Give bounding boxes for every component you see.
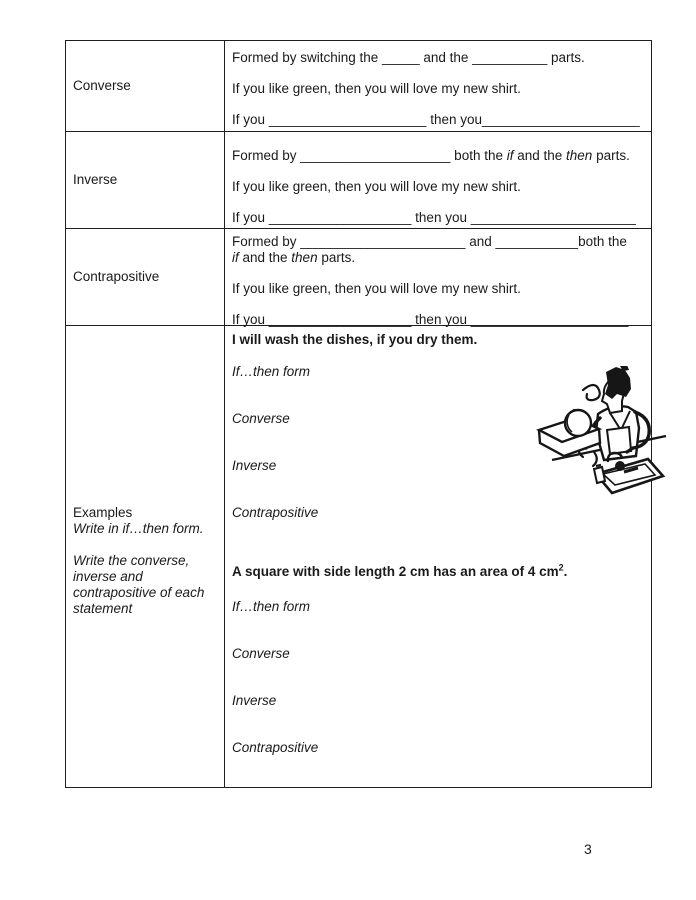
contrapositive-label: Contrapositive — [73, 269, 160, 284]
hair — [605, 367, 631, 399]
prompt-contrapositive-2: Contrapositive — [232, 740, 319, 755]
contrapositive-fill-in-line: If you ___________________ then you _____________________ — [232, 312, 629, 327]
prompt-converse-2: Converse — [232, 646, 290, 661]
page-number: 3 — [584, 841, 592, 857]
example-statement-2: A square with side length 2 cm has an area of 4 $cm^2$. — [232, 562, 568, 579]
sink — [596, 459, 663, 493]
converse-fill-in-line: If you _____________________ then you_____________________ — [232, 112, 640, 127]
table-row-inverse — [66, 132, 651, 229]
contrapositive-content-cell — [225, 229, 651, 325]
prompt-converse-1: Converse — [232, 411, 290, 426]
converse-definition-line: Formed by switching the _____ and the __________ parts. — [232, 50, 585, 65]
examples-instruction-2a: Write the converse, — [73, 553, 190, 568]
contrapositive-definition-line-1: Formed by ______________________ and ___________both the — [232, 234, 627, 249]
inverse-definition-line: Formed by ____________________ both the if and the then parts. — [232, 148, 630, 163]
examples-instruction-2b: inverse and — [73, 569, 143, 584]
examples-label-cell — [66, 326, 225, 787]
soap-bottle — [594, 465, 605, 483]
inverse-label-cell — [66, 132, 225, 228]
examples-heading: Examples — [73, 505, 133, 520]
dish-tub — [539, 410, 600, 456]
man-washing-dishes-clipart — [536, 366, 668, 506]
converse-label-cell — [66, 41, 225, 131]
table-row-converse — [66, 41, 651, 132]
examples-instruction-2d: statement — [73, 601, 133, 616]
converse-label: Converse — [73, 78, 131, 93]
inverse-content-cell — [225, 132, 651, 228]
examples-instruction-2c: contrapositive of each — [73, 585, 205, 600]
inverse-example-sentence: If you like green, then you will love my new shirt. — [232, 179, 521, 194]
table-row-contrapositive — [66, 229, 651, 326]
scrub-head — [615, 461, 625, 471]
prompt-if-then-form-1: If…then form — [232, 364, 311, 379]
converse-example-sentence: If you like green, then you will love my new shirt. — [232, 81, 521, 96]
examples-instruction-1: Write in if…then form. — [73, 521, 204, 536]
prompt-inverse-2: Inverse — [232, 693, 277, 708]
prompt-contrapositive-1: Contrapositive — [232, 505, 319, 520]
prompt-if-then-form-2: If…then form — [232, 599, 311, 614]
examples-spacer — [73, 537, 218, 553]
example-statement-1: I will wash the dishes, if you dry them. — [232, 332, 478, 347]
contrapositive-label-cell — [66, 229, 225, 325]
contrapositive-definition-line-2: if and the then parts. — [232, 250, 356, 265]
inverse-label: Inverse — [73, 172, 118, 187]
converse-content-cell — [225, 41, 651, 131]
inverse-fill-in-line: If you ___________________ then you ______________________ — [232, 210, 636, 225]
prompt-inverse-1: Inverse — [232, 458, 277, 473]
contrapositive-example-sentence: If you like green, then you will love my new shirt. — [232, 281, 521, 296]
